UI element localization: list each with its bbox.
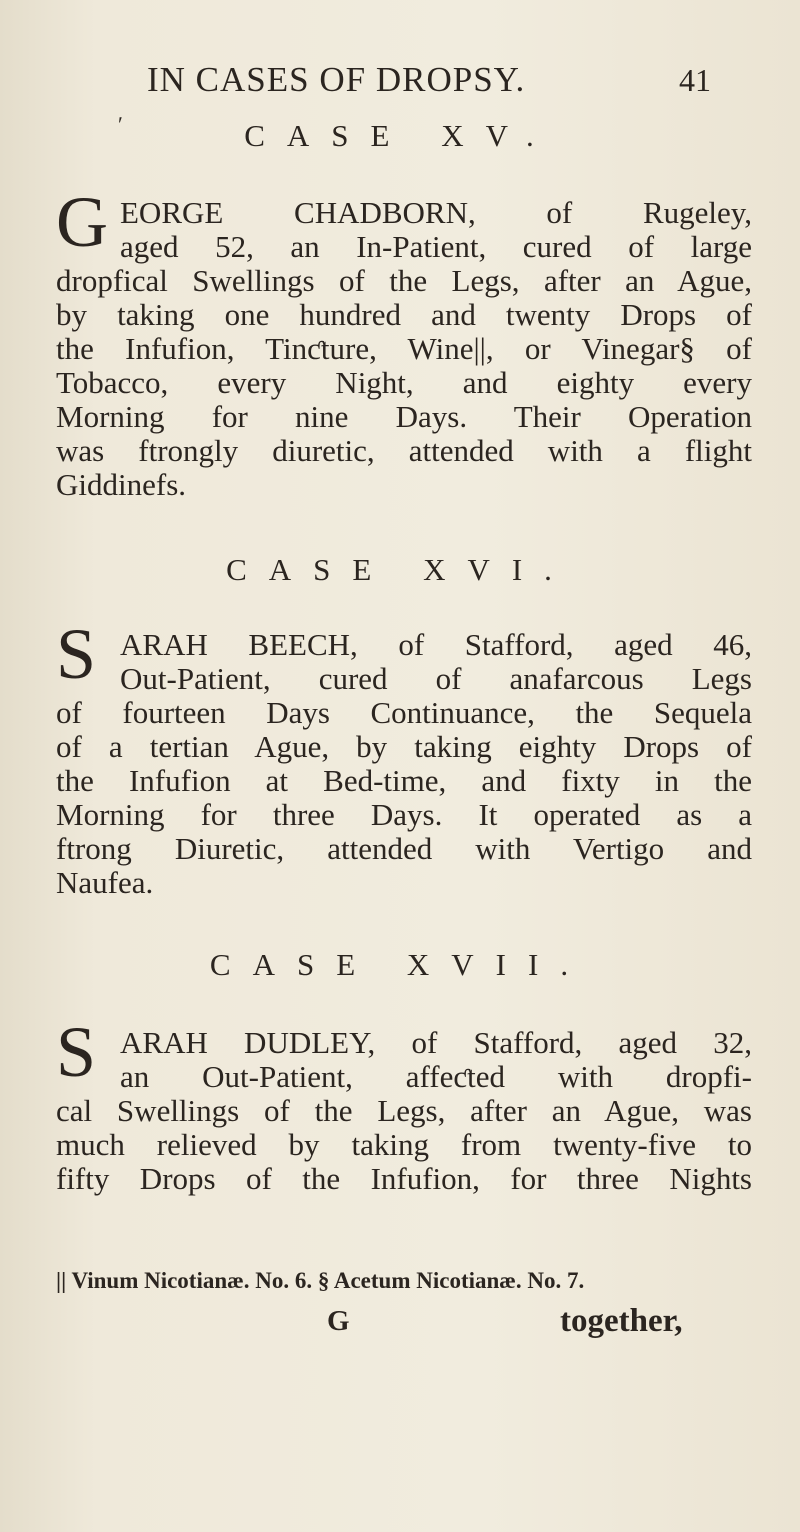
text-line: ftrong Diuretic, attended with Vertigo and [56,831,752,866]
text-line: ARAH DUDLEY, of Stafford, aged 32, [120,1025,752,1060]
text-line: Morning for nine Days. Their Operation [56,399,752,434]
running-head-title: IN CASES OF DROPSY. [147,60,526,99]
printer-tick-mark: ʹ [118,112,123,137]
text-line: the Infufion at Bed-time, and fixty in the [56,763,752,798]
drop-cap-s: S [56,614,97,694]
text-line: was ftrongly diuretic, attended with a flight [56,433,752,468]
case-heading-xvii: CASE XVII. [209,947,591,982]
text-line: of a tertian Ague, by taking eighty Drops of [56,729,752,764]
text-line: much relieved by taking from twenty-five to [56,1127,752,1162]
text-line: EORGE CHADBORN, of Rugeley, [120,195,752,230]
text-line: Giddinefs. [56,467,187,502]
drop-cap-g: G [56,182,108,262]
text-line: dropfical Swellings of the Legs, after an Ague, [56,263,752,298]
case-heading-xvi: CASE XVI. [226,552,574,587]
drop-cap-s: S [56,1012,97,1092]
text-line: Morning for three Days. It operated as a [56,797,752,832]
text-line: cal Swellings of the Legs, after an Ague, was [56,1093,752,1128]
page-number: 41 [679,62,711,98]
text-line: of fourteen Days Continuance, the Sequela [56,695,752,730]
running-head [0,60,800,100]
case-xvii-paragraph [56,1026,752,1196]
text-line: the Infufion, Tinƈture, Wine||, or Vinegar§ of [56,331,752,366]
text-line: aged 52, an In-Patient, cured of large [120,229,752,264]
case-xvi-paragraph [56,628,752,900]
case-xv-paragraph [56,196,752,502]
catchword: together, [560,1303,683,1339]
signature-mark: G [327,1305,350,1337]
text-line: fifty Drops of the Infufion, for three Nights [56,1161,752,1196]
text-line: Tobacco, every Night, and eighty every [56,365,752,400]
footnote: || Vinum Nicotianæ. No. 6. § Acetum Nicotianæ. No. 7. [56,1268,585,1293]
text-line: ARAH BEECH, of Stafford, aged 46, [120,627,752,662]
case-heading-xv: CASE XV. [244,118,556,153]
text-line: an Out-Patient, affeƈted with dropfi- [120,1059,752,1094]
text-line: Out-Patient, cured of anafarcous Legs [120,661,752,696]
text-line: by taking one hundred and twenty Drops of [56,297,752,332]
text-line: Naufea. [56,865,154,900]
